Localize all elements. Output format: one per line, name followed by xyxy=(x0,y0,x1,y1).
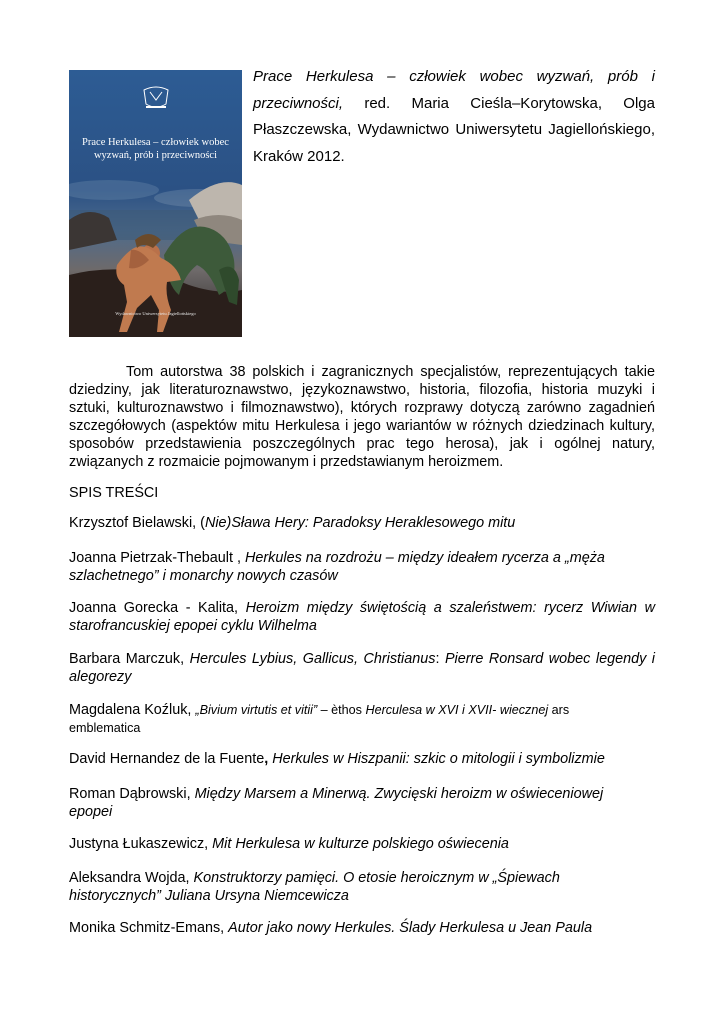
book-cover xyxy=(69,70,242,337)
toc-title: Herculesa w XVI i XVII- wiecznej xyxy=(365,703,549,717)
toc-entry xyxy=(69,835,655,853)
toc-entry-line xyxy=(69,869,655,887)
cover-title-line: wyzwań, prób i przeciwności xyxy=(93,150,218,161)
toc-entry-line xyxy=(69,599,655,617)
toc-title: Konstruktorzy pamięci. O etosie heroicznym w „Śpiewach xyxy=(193,870,560,886)
toc-entry xyxy=(69,919,655,937)
toc-title: Mit Herkulesa w kulturze polskiego oświecenia xyxy=(212,836,509,852)
description-line: szczegółowych (aspektów mitu Herkulesa i jego wariantów w różnych dziedzinach kultury, xyxy=(69,418,655,434)
citation-title: przeciwności, xyxy=(253,94,344,112)
toc-author: David Hernandez de la Fuente xyxy=(69,751,265,767)
description-line: sposobów przedstawienia poszczególnych prac tego herosa), jak i ogólnej natury, xyxy=(69,436,655,452)
toc-title: szlachetnego” i monarchy nowych czasów xyxy=(69,568,338,584)
description-line: sztuki, kulturoznawstwo i filmoznawstwo), których rozprawy dotyczą zarówno zagadnień xyxy=(69,400,655,416)
book-citation xyxy=(253,64,655,170)
toc-separator: – èthos xyxy=(317,703,366,717)
toc-entry xyxy=(69,750,655,768)
toc-entry xyxy=(69,599,655,635)
citation-editors: red. Maria Cieśla–Korytowska, Olga xyxy=(343,94,655,112)
toc-author: Roman Dąbrowski, xyxy=(69,786,195,802)
toc-title: Nie)Sława Hery: Paradoksy Heraklesowego mitu xyxy=(204,515,516,531)
toc-entry-line xyxy=(69,750,655,768)
toc-title: Herkules na rozdrożu – między ideałem rycerza a „męża xyxy=(244,550,605,566)
book-description xyxy=(69,363,655,471)
toc-title: emblematica xyxy=(69,721,141,735)
toc-entry-line xyxy=(69,514,655,532)
toc-entry-line xyxy=(69,549,655,567)
toc-entry-line xyxy=(69,701,655,719)
toc-title: Pierre Ronsard wobec legendy i xyxy=(444,651,655,667)
description-line: dziedziny, jak literaturoznawstwo, językoznawstwo, historia, filozofia, historia muzyki i xyxy=(69,382,655,398)
description-line: Tom autorstwa 38 polskich i zagranicznych specjalistów, reprezentujących takie xyxy=(126,364,655,380)
toc-entry xyxy=(69,701,655,737)
toc-entry-line xyxy=(69,785,655,803)
citation-line: Płaszczewska, Wydawnictwo Uniwersytetu Jagiellońskiego, xyxy=(253,121,655,138)
toc-entry-line xyxy=(69,835,655,853)
toc-author: Joanna Gorecka - Kalita, xyxy=(69,600,246,616)
toc-title-end: ars xyxy=(548,703,570,717)
toc-entry xyxy=(69,785,655,821)
toc-author: Aleksandra Wojda, xyxy=(69,870,194,886)
toc-title: historycznych” Juliana Ursyna Niemcewicza xyxy=(69,888,349,904)
citation-line xyxy=(253,91,655,118)
toc-author: Justyna Łukaszewicz, xyxy=(69,836,213,852)
toc-title: „Bivium virtutis et vitii” xyxy=(195,703,318,717)
toc-title: Hercules Lybius, Gallicus, Christianus xyxy=(189,651,436,667)
toc-author: Joanna Pietrzak-Thebault , xyxy=(69,550,245,566)
toc-heading: SPIS TREŚCI xyxy=(69,485,159,501)
toc-entry xyxy=(69,514,655,532)
toc-author: Barbara Marczuk, xyxy=(69,651,190,667)
toc-entry-line xyxy=(69,919,655,937)
citation-title: Prace Herkulesa – człowiek wobec wyzwań, prób i xyxy=(253,68,655,85)
citation-line: Kraków 2012. xyxy=(253,147,345,165)
toc-title: Heroizm między świętością a szaleństwem: rycerz Wiwian w xyxy=(245,600,656,616)
toc-entry-line xyxy=(69,650,655,668)
cover-publisher: Wydawnictwo Uniwersytetu Jagiellońskiego xyxy=(115,311,196,316)
toc-entry xyxy=(69,869,655,905)
university-emblem-icon xyxy=(140,82,172,110)
toc-author: Krzysztof Bielawski, ( xyxy=(69,515,205,531)
cover-painting xyxy=(69,70,242,337)
toc-title: Między Marsem a Minerwą. Zwycięski heroizm w oświeceniowej xyxy=(194,786,604,802)
cover-title-line: Prace Herkulesa – człowiek wobec xyxy=(82,137,229,148)
toc-title: alegorezy xyxy=(69,669,132,685)
toc-title: starofrancuskiej epopei cyklu Wilhelma xyxy=(69,618,317,634)
toc-entry xyxy=(69,549,655,585)
toc-entry xyxy=(69,650,655,686)
description-line: związanych z rozmaicie pojmowanym i przedstawianym heroizmem. xyxy=(69,454,504,470)
toc-title: Herkules w Hiszpanii: szkic o mitologii i symbolizmie xyxy=(272,751,605,767)
toc-separator: : xyxy=(435,651,445,667)
toc-author: Magdalena Koźluk, xyxy=(69,702,196,718)
cover-title xyxy=(69,136,242,162)
toc-title: epopei xyxy=(69,804,113,820)
toc-separator: , xyxy=(264,751,273,767)
toc-author: Monika Schmitz-Emans, xyxy=(69,920,229,936)
toc-title: Autor jako nowy Herkules. Ślady Herkulesa u Jean Paula xyxy=(228,920,593,936)
